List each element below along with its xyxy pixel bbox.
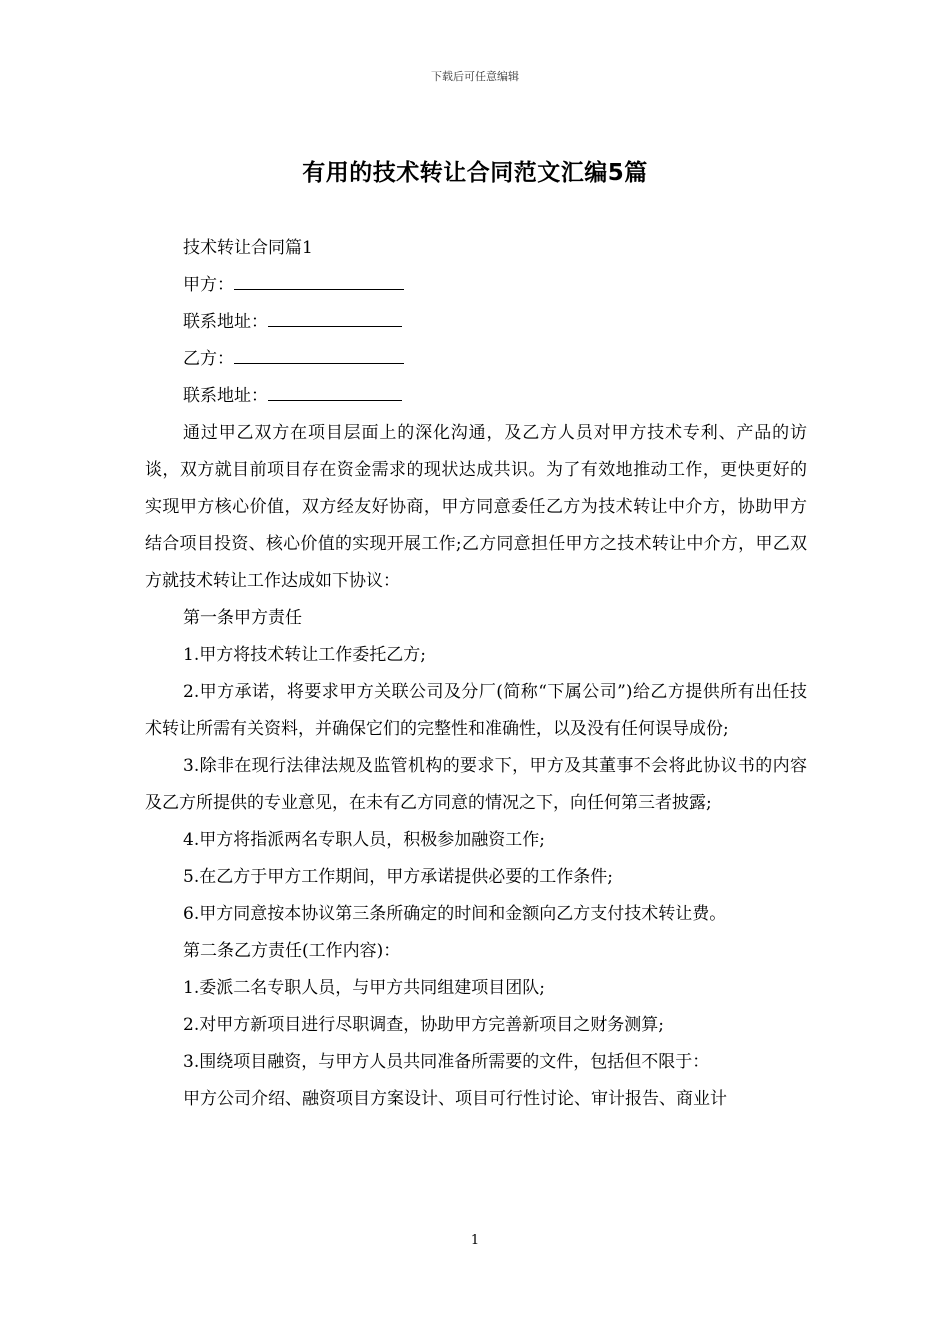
party-b-address-label: 联系地址： bbox=[183, 386, 268, 406]
article-1-heading: 第一条甲方责任 bbox=[183, 608, 302, 628]
section-heading: 技术转让合同篇1 bbox=[183, 238, 313, 258]
party-b-line bbox=[145, 341, 807, 378]
article-2-item: 1.委派二名专职人员，与甲方共同组建项目团队; bbox=[183, 978, 545, 998]
page-number: 1 bbox=[470, 1233, 480, 1248]
article-1-item: 5.在乙方于甲方工作期间，甲方承诺提供必要的工作条件; bbox=[183, 867, 613, 887]
party-b-address-blank bbox=[268, 378, 402, 401]
party-b-blank bbox=[234, 341, 404, 364]
article-2-item: 3.围绕项目融资，与甲方人员共同准备所需要的文件，包括但不限于： bbox=[183, 1052, 710, 1072]
document-body bbox=[145, 230, 807, 1118]
article-2-item: 2.对甲方新项目进行尽职调查，协助甲方完善新项目之财务测算; bbox=[183, 1015, 664, 1035]
document-title: 有用的技术转让合同范文汇编5篇 bbox=[302, 160, 648, 186]
article-2-continuation: 甲方公司介绍、融资项目方案设计、项目可行性讨论、审计报告、商业计 bbox=[183, 1089, 727, 1109]
party-b-address-line bbox=[145, 378, 807, 415]
article-1-item: 6.甲方同意按本协议第三条所确定的时间和金额向乙方支付技术转让费。 bbox=[183, 904, 727, 924]
party-b-label: 乙方： bbox=[183, 349, 234, 369]
party-a-address-blank bbox=[268, 304, 402, 327]
party-a-line bbox=[145, 267, 807, 304]
party-a-address-label: 联系地址： bbox=[183, 312, 268, 332]
article-1-item: 3.除非在现行法律法规及监管机构的要求下，甲方及其董事不会将此协议书的内容及乙方所提供的专业意见，在未有乙方同意的情况之下，向任何第三者披露; bbox=[145, 756, 807, 813]
party-a-blank bbox=[234, 267, 404, 290]
article-1-item: 4.甲方将指派两名专职人员，积极参加融资工作; bbox=[183, 830, 545, 850]
article-1-item: 1.甲方将技术转让工作委托乙方; bbox=[183, 645, 426, 665]
article-2-heading: 第二条乙方责任(工作内容)： bbox=[183, 941, 401, 961]
party-a-label: 甲方： bbox=[183, 275, 234, 295]
intro-paragraph: 通过甲乙双方在项目层面上的深化沟通，及乙方人员对甲方技术专利、产品的访谈，双方就目前项目存在资金需求的现状达成共识。为了有效地推动工作，更快更好的实现甲方核心价值，双方经友好协商，甲方同意委任乙方为技术转让中介方，协助甲方结合项目投资、核心价值的实现开展工作;乙方同意担任甲方之技术转让中介方，甲乙双方就技术转让工作达成如下协议： bbox=[145, 423, 807, 591]
header-note: 下载后可任意编辑 bbox=[431, 70, 519, 83]
party-a-address-line bbox=[145, 304, 807, 341]
article-1-item: 2.甲方承诺，将要求甲方关联公司及分厂(简称“下属公司”)给乙方提供所有出任技术转让所需有关资料，并确保它们的完整性和准确性，以及没有任何误导成份; bbox=[145, 682, 807, 739]
